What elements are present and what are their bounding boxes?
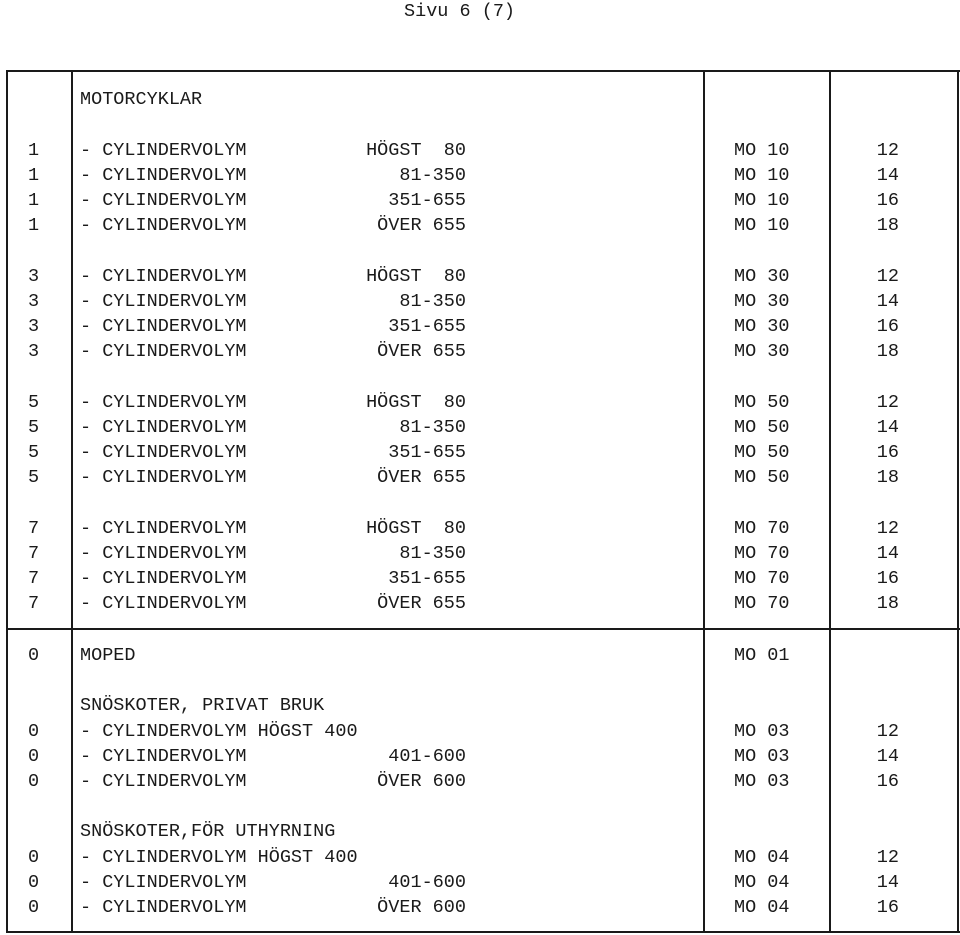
row-code: 0 (28, 872, 40, 893)
row-value: 14 (876, 165, 899, 186)
row-value: 12 (876, 518, 899, 539)
row-description: - CYLINDERVOLYM HÖGST 400 (80, 721, 358, 742)
row-category: MO 70 (734, 593, 790, 614)
column-divider-category (703, 70, 705, 933)
table-border-left (6, 70, 8, 933)
row-range: ÖVER 600 (377, 897, 466, 918)
row-category: MO 10 (734, 140, 790, 161)
row-range: HÖGST 80 (366, 518, 466, 539)
row-code: 1 (28, 165, 40, 186)
row-category: MO 50 (734, 467, 790, 488)
row-description: - CYLINDERVOLYM (80, 593, 247, 614)
column-divider-code (71, 70, 73, 933)
row-category: MO 10 (734, 165, 790, 186)
row-range: 81-350 (399, 291, 466, 312)
row-description: - CYLINDERVOLYM (80, 165, 247, 186)
row-value: 14 (876, 872, 899, 893)
row-value: 18 (876, 215, 899, 236)
table-border-bottom (6, 931, 960, 933)
row-range: 351-655 (388, 316, 466, 337)
row-value: 14 (876, 417, 899, 438)
row-description: - CYLINDERVOLYM (80, 190, 247, 211)
row-description: - CYLINDERVOLYM (80, 392, 247, 413)
row-range: 351-655 (388, 442, 466, 463)
row-range: ÖVER 655 (377, 215, 466, 236)
row-category: MO 10 (734, 190, 790, 211)
row-value: 16 (876, 897, 899, 918)
row-range: ÖVER 655 (377, 467, 466, 488)
section-separator (6, 628, 960, 630)
row-description: - CYLINDERVOLYM (80, 266, 247, 287)
row-code: 7 (28, 568, 40, 589)
row-value: 16 (876, 316, 899, 337)
row-description: - CYLINDERVOLYM (80, 897, 247, 918)
row-range: 81-350 (399, 543, 466, 564)
row-category: MO 10 (734, 215, 790, 236)
row-category: MO 04 (734, 847, 790, 868)
row-description: - CYLINDERVOLYM (80, 872, 247, 893)
row-category: MO 30 (734, 291, 790, 312)
row-description: - CYLINDERVOLYM HÖGST 400 (80, 847, 358, 868)
column-divider-value (829, 70, 831, 933)
row-value: 14 (876, 291, 899, 312)
page-header (0, 0, 960, 24)
row-value: 18 (876, 593, 899, 614)
row-category: MO 70 (734, 568, 790, 589)
row-value: 14 (876, 543, 899, 564)
row-description: - CYLINDERVOLYM (80, 518, 247, 539)
row-value: 12 (876, 140, 899, 161)
row-code: 5 (28, 442, 40, 463)
row-value: 12 (876, 721, 899, 742)
row-category: MO 70 (734, 518, 790, 539)
row-code: 3 (28, 316, 40, 337)
row-description: - CYLINDERVOLYM (80, 341, 247, 362)
row-value: 12 (876, 266, 899, 287)
row-code: 0 (28, 746, 40, 767)
row-category: MO 04 (734, 872, 790, 893)
section-title: MOTORCYKLAR (80, 89, 203, 110)
row-category: MO 01 (734, 645, 790, 666)
row-category: MO 30 (734, 266, 790, 287)
row-code: 3 (28, 291, 40, 312)
row-value: 16 (876, 190, 899, 211)
row-category: MO 04 (734, 897, 790, 918)
row-description: MOPED (80, 645, 136, 666)
row-value: 16 (876, 771, 899, 792)
row-code: 5 (28, 392, 40, 413)
row-value: 16 (876, 568, 899, 589)
row-range: ÖVER 600 (377, 771, 466, 792)
table-border-right (957, 70, 959, 933)
row-description: - CYLINDERVOLYM (80, 568, 247, 589)
row-category: MO 50 (734, 392, 790, 413)
row-description: - CYLINDERVOLYM (80, 771, 247, 792)
row-description: - CYLINDERVOLYM (80, 467, 247, 488)
section-title: SNÖSKOTER, PRIVAT BRUK (80, 695, 325, 716)
row-code: 3 (28, 341, 40, 362)
row-description: - CYLINDERVOLYM (80, 215, 247, 236)
row-range: HÖGST 80 (366, 140, 466, 161)
row-range: 401-600 (388, 872, 466, 893)
row-description: - CYLINDERVOLYM (80, 140, 247, 161)
row-code: 5 (28, 417, 40, 438)
row-range: HÖGST 80 (366, 392, 466, 413)
row-description: - CYLINDERVOLYM (80, 316, 247, 337)
row-range: 351-655 (388, 190, 466, 211)
row-category: MO 03 (734, 721, 790, 742)
row-value: 16 (876, 442, 899, 463)
row-category: MO 30 (734, 341, 790, 362)
row-range: 81-350 (399, 165, 466, 186)
row-code: 7 (28, 518, 40, 539)
row-description: - CYLINDERVOLYM (80, 746, 247, 767)
row-category: MO 70 (734, 543, 790, 564)
table-border-top (6, 70, 960, 72)
row-value: 14 (876, 746, 899, 767)
row-category: MO 30 (734, 316, 790, 337)
row-code: 0 (28, 645, 40, 666)
row-description: - CYLINDERVOLYM (80, 291, 247, 312)
row-code: 7 (28, 593, 40, 614)
page-number: Sivu 6 (7) (404, 1, 516, 22)
row-range: ÖVER 655 (377, 341, 466, 362)
row-category: MO 03 (734, 771, 790, 792)
section-title: SNÖSKOTER,FÖR UTHYRNING (80, 821, 336, 842)
row-code: 0 (28, 771, 40, 792)
row-range: 351-655 (388, 568, 466, 589)
row-code: 3 (28, 266, 40, 287)
row-code: 0 (28, 897, 40, 918)
row-category: MO 03 (734, 746, 790, 767)
row-range: ÖVER 655 (377, 593, 466, 614)
row-range: 401-600 (388, 746, 466, 767)
row-code: 1 (28, 215, 40, 236)
row-code: 1 (28, 140, 40, 161)
row-code: 0 (28, 847, 40, 868)
row-code: 1 (28, 190, 40, 211)
row-value: 18 (876, 467, 899, 488)
row-code: 5 (28, 467, 40, 488)
row-value: 18 (876, 341, 899, 362)
row-range: HÖGST 80 (366, 266, 466, 287)
row-category: MO 50 (734, 442, 790, 463)
row-description: - CYLINDERVOLYM (80, 543, 247, 564)
row-code: 0 (28, 721, 40, 742)
row-value: 12 (876, 392, 899, 413)
row-code: 7 (28, 543, 40, 564)
row-description: - CYLINDERVOLYM (80, 442, 247, 463)
row-range: 81-350 (399, 417, 466, 438)
row-description: - CYLINDERVOLYM (80, 417, 247, 438)
row-category: MO 50 (734, 417, 790, 438)
row-value: 12 (876, 847, 899, 868)
